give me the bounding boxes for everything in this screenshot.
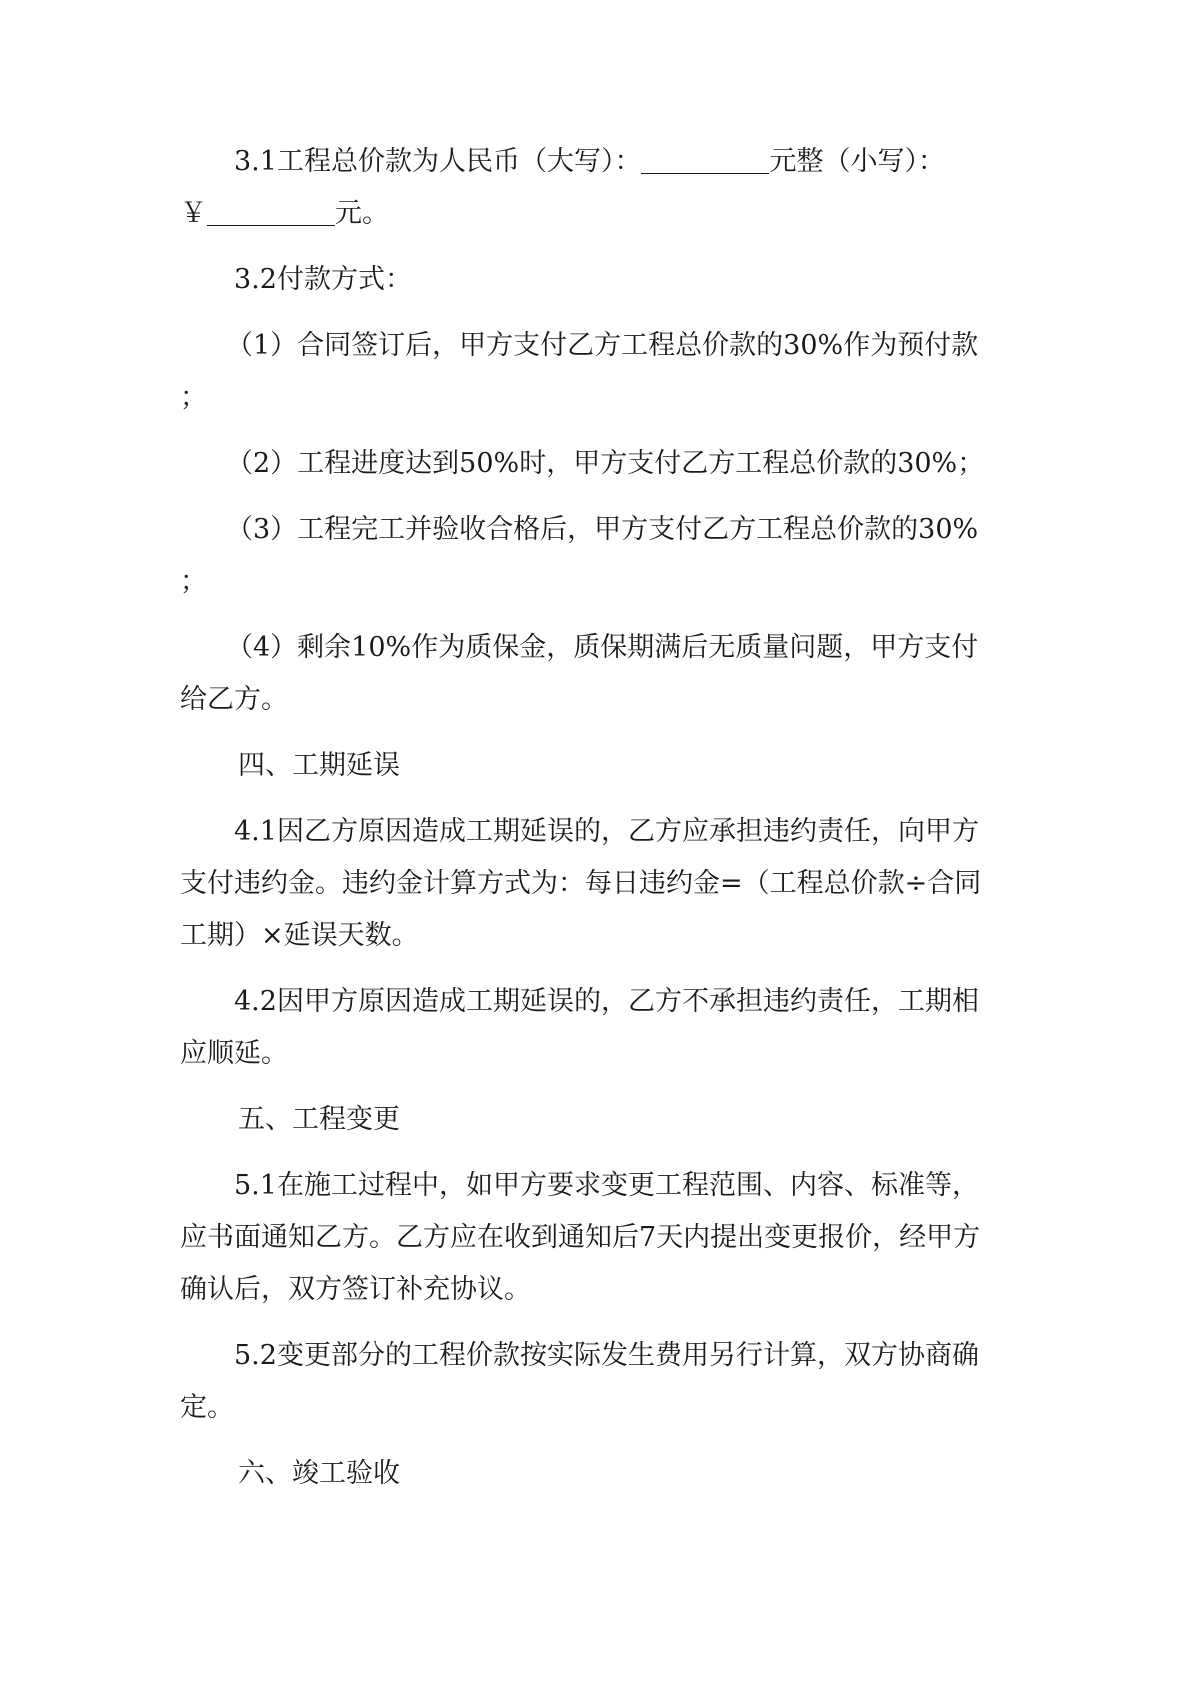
clause-3-1-text-a: 3.1工程总价款为人民币（大写）： bbox=[234, 146, 642, 177]
clause-4-1-line-2: 支付违约金。违约金计算方式为：每日违约金=（工程总价款÷合同 bbox=[180, 868, 982, 899]
amount-numeric-blank bbox=[207, 195, 335, 226]
clause-3-2-line-1: 3.2付款方式： bbox=[234, 264, 412, 295]
clause-5-1-line-3: 确认后，双方签订补充协议。 bbox=[180, 1274, 531, 1305]
clause-4-2-line-1: 4.2因甲方原因造成工期延误的，乙方不承担违约责任，工期相 bbox=[234, 986, 979, 1017]
payment-item-1 bbox=[180, 320, 1000, 424]
clause-3-1-text-b: 元整（小写）： bbox=[769, 146, 945, 177]
document-body bbox=[180, 136, 1000, 1514]
section-heading-6-text: 六、竣工验收 bbox=[238, 1458, 400, 1489]
payment-item-4 bbox=[180, 622, 1000, 726]
clause-5-1-line-2: 应书面通知乙方。乙方应在收到通知后7天内提出变更报价，经甲方 bbox=[180, 1222, 981, 1253]
amount-uppercase-blank bbox=[641, 143, 769, 174]
payment-item-2 bbox=[180, 438, 1000, 490]
payment-item-1-line-1: （1）合同签订后，甲方支付乙方工程总价款的30%作为预付款 bbox=[226, 330, 979, 361]
clause-3-1-line-2 bbox=[180, 188, 1000, 240]
section-heading-4-text: 四、工期延误 bbox=[238, 750, 400, 781]
payment-item-3-line-2: ； bbox=[180, 566, 207, 597]
clause-3-1-line-1 bbox=[180, 136, 1000, 188]
section-heading-5-text: 五、工程变更 bbox=[238, 1104, 400, 1135]
clause-4-2-line-2: 应顺延。 bbox=[180, 1038, 288, 1069]
clause-3-1 bbox=[180, 136, 1000, 240]
payment-item-4-line-2: 给乙方。 bbox=[180, 684, 288, 715]
clause-3-2 bbox=[180, 254, 1000, 306]
section-heading-6 bbox=[180, 1448, 1000, 1500]
payment-item-4-line-1: （4）剩余10%作为质保金，质保期满后无质量问题，甲方支付 bbox=[226, 632, 979, 663]
payment-item-2-line-1: （2）工程进度达到50%时，甲方支付乙方工程总价款的30%； bbox=[226, 448, 985, 479]
clause-5-2-line-1: 5.2变更部分的工程价款按实际发生费用另行计算，双方协商确 bbox=[234, 1340, 979, 1371]
section-heading-5 bbox=[180, 1094, 1000, 1146]
clause-4-1 bbox=[180, 806, 1000, 962]
yuan-symbol: ￥ bbox=[180, 198, 207, 229]
clause-3-1-text-c: 元。 bbox=[335, 198, 389, 229]
payment-item-3-line-1: （3）工程完工并验收合格后，甲方支付乙方工程总价款的30% bbox=[226, 514, 979, 545]
clause-5-2-line-2: 定。 bbox=[180, 1392, 234, 1423]
clause-4-1-line-1: 4.1因乙方原因造成工期延误的，乙方应承担违约责任，向甲方 bbox=[234, 816, 979, 847]
payment-item-3 bbox=[180, 504, 1000, 608]
clause-5-1-line-1: 5.1在施工过程中，如甲方要求变更工程范围、内容、标准等， bbox=[234, 1170, 979, 1201]
clause-4-2 bbox=[180, 976, 1000, 1080]
section-heading-4 bbox=[180, 740, 1000, 792]
clause-4-1-line-3: 工期）×延误天数。 bbox=[180, 920, 419, 951]
payment-item-1-line-2: ； bbox=[180, 382, 207, 413]
clause-5-1 bbox=[180, 1160, 1000, 1316]
clause-5-2 bbox=[180, 1330, 1000, 1434]
